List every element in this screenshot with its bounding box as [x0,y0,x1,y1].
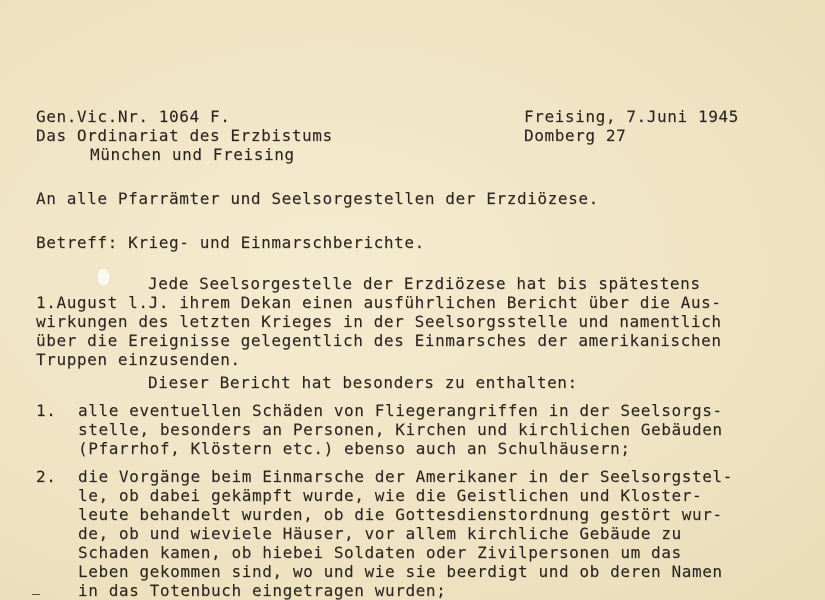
list-item-line: die Vorgänge beim Einmarsche der Amerikaner in der Seelsorgstel- [78,467,733,486]
reference-number: Gen.Vic.Nr. 1064 F. [36,107,231,126]
list-intro: Dieser Bericht hat besonders zu enthalten: [148,373,578,392]
place-date: Freising, 7.Juni 1945 [524,107,739,126]
page-edge-mark [32,594,40,595]
list-item-line: in das Totenbuch eingetragen wurden; [78,581,447,600]
address: Domberg 27 [524,126,627,145]
list-item-line: leute behandelt wurden, ob die Gottesdienstordnung gestört wur- [78,505,723,524]
list-item-line: Schaden kamen, ob hiebei Soldaten oder Zivilpersonen um das [78,543,682,562]
body-line: über die Ereignisse gelegentlich des Einmarsches der amerikanischen [36,331,722,350]
list-item-number: 2. [36,467,57,486]
list-item-line: alle eventuellen Schäden von Fliegerangriffen in der Seelsorgs- [78,401,723,420]
body-line: Truppen einzusenden. [36,350,241,369]
list-item-number: 1. [36,401,57,420]
list-item-line: (Pfarrhof, Klöstern etc.) ebenso auch an Schulhäusern; [78,439,631,458]
addressee-line: An alle Pfarrämter und Seelsorgestellen der Erzdiözese. [36,189,599,208]
punch-hole [97,268,110,286]
subject-line: Betreff: Krieg- und Einmarschberichte. [36,233,425,252]
list-item-line: le, ob dabei gekämpft wurde, wie die Geistlichen und Kloster- [78,486,703,505]
issuer-line-1: Das Ordinariat des Erzbistums [36,126,333,145]
list-item-line: Leben gekommen sind, wo und wie sie beerdigt und ob deren Namen [78,562,723,581]
list-item-line: stelle, besonders an Personen, Kirchen und kirchlichen Gebäuden [78,420,723,439]
body-line: Jede Seelsorgestelle der Erzdiözese hat bis spätestens [148,274,701,293]
issuer-line-2: München und Freising [90,145,295,164]
list-item-line: de, ob und wieviele Häuser, vor allem kirchliche Gebäude zu [78,524,682,543]
body-line: wirkungen des letzten Krieges in der Seelsorgsstelle und namentlich [36,312,722,331]
body-line: 1.August l.J. ihrem Dekan einen ausführlichen Bericht über die Aus- [36,293,722,312]
